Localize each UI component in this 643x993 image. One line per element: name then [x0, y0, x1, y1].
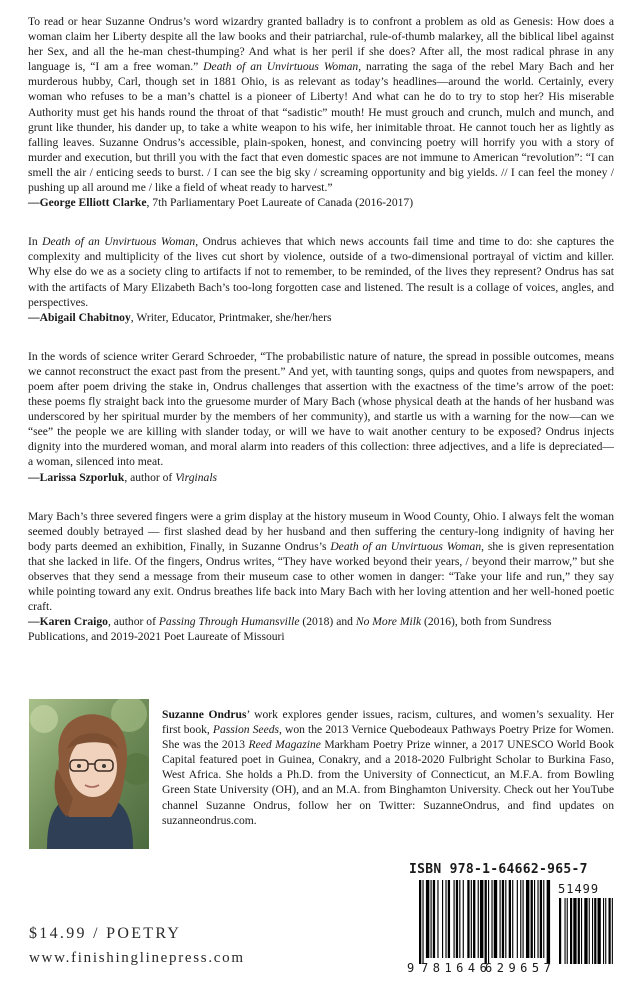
barcode-supplement-bar: [609, 898, 611, 964]
isbn-supplement: 51499: [558, 882, 600, 896]
isbn-barcode-block: [405, 862, 619, 978]
italic-title: Virginals: [175, 470, 218, 484]
blurb-text: [28, 349, 614, 470]
barcode-bar: [512, 880, 513, 958]
barcode-bar: [509, 880, 511, 958]
italic-title: Passing Through Humansville: [158, 615, 300, 629]
barcode-bar: [517, 880, 518, 958]
barcode-bar: [437, 880, 438, 958]
barcode-supplement-bar: [612, 898, 613, 964]
text-run: , she is given representation that she lacked in life. Of the fingers, Ondrus writes, “They have worked beyond their years, / beyond their marrow,” but she observes that they send a message from their museum case to other women in danger: “Take your life and run,” they say while pointing toward any exit. Ondrus breathes life back into Mary Bach with her loving attention and her well-honed poetic craft.: [28, 539, 614, 614]
barcode-bar: [494, 880, 497, 958]
attribution-name: —Karen Craigo: [28, 615, 108, 629]
barcode-bar: [502, 880, 504, 958]
text-run: , author of: [107, 615, 159, 629]
barcode-bar: [480, 880, 483, 958]
blurb-craigo: [28, 509, 614, 645]
endorsements: [28, 14, 614, 668]
barcode-bar: [491, 880, 492, 958]
barcode-bar: [433, 880, 435, 958]
attribution-detail: [131, 311, 332, 324]
blurb-attribution: [28, 195, 614, 210]
barcode-bar: [534, 880, 535, 958]
barcode-bar: [422, 880, 423, 964]
italic-title: Passion Seeds: [212, 723, 280, 737]
barcode-bar: [448, 880, 450, 958]
text-run: , narrating the saga of the rebel Mary Bach and her murderous hubby, Carl, though set in 1881 Ohio, is as relevant as today’s headlines—around the world. Certainly, every woman who refuses to be a man’s chattel is a pioneer of Liberty! And what can he do to try to stop her? His miserable Authority must get his hands round the throat of that “sadistic” mouth! He must grouch and crunch, mulch and munch, and grunt like thunder, his dander up, to take a white weapon to his wife, her inimitable throat. He cannot touch her as lightly as falling leaves. Suzanne Ondrus’s accessible, plain-spoken, honest, and convincing poetry will horrify you with a story of murder and execution, but thrill you with the fact that even domestic spaces are not immune to American “revolution”: “I can smell the air / enticing seeds to burst. / I can see the big sky / screaming opportunity and big yields. // I can feel the money / pushing up all around me / like a field of wheat ready to harvest.”: [28, 60, 614, 195]
text-run: , Writer, Educator, Printmaker, she/her/hers: [130, 310, 332, 324]
blurb-attribution: [28, 310, 614, 325]
author-portrait-image: [29, 699, 149, 849]
barcode-supplement-bar: [567, 898, 568, 964]
barcode-supplement-bar: [573, 898, 576, 964]
barcode-bar: [488, 880, 489, 964]
barcode-supplement-bar: [581, 898, 582, 964]
barcode-bar: [485, 880, 487, 964]
italic-title: No More Milk: [355, 615, 422, 629]
text-run: (2018) and: [299, 615, 356, 629]
blurb-text: [28, 509, 614, 615]
attribution-detail: [147, 196, 414, 209]
attribution-name: —Abigail Chabitnoy: [28, 310, 131, 324]
barcode-bar: [478, 880, 479, 958]
text-run: , author of: [124, 470, 176, 484]
barcode-bar: [454, 880, 455, 958]
blurb-attribution: [28, 470, 614, 485]
isbn-digit-group1: 781646: [421, 961, 492, 975]
isbn-label: ISBN 978-1-64662-965-7: [409, 862, 588, 877]
price-category: $14.99 / POETRY: [29, 925, 182, 942]
text-run: , 7th Parliamentary Poet Laureate of Canada (2016-2017): [146, 196, 414, 210]
barcode-bar: [431, 880, 432, 958]
barcode-bar: [537, 880, 538, 958]
blurb-chabitnoy: [28, 234, 614, 325]
barcode-bar: [547, 880, 550, 964]
barcode-bar: [456, 880, 458, 958]
text-run: ’ work explores gender issues, racism, cultures, and women’s sexuality. Her first book,: [162, 708, 614, 737]
text-run: , Ondrus achieves that which news accounts fail time and time to do: she captures the complexity and multiplicity of the lives cut short by violence, outside of a two-dimensional portrayal of victim and killer. Why else do we as a society cling to artifacts if not to remember, to be reminded, of the lives they represent? Ondrus has sat with the artifacts of Mary Elizabeth Bach’s too-long forgotten case and listened. The result is a collage of voices, angles, and perspectives.: [28, 235, 614, 309]
publisher-website: www.finishinglinepress.com: [29, 950, 245, 966]
barcode-supplement-bar: [594, 898, 596, 964]
text-run: (2016), both from Sundress Publications, and 2019-2021 Poet Laureate of Missouri: [28, 615, 552, 644]
barcode-bar: [500, 880, 501, 958]
barcode-bar: [543, 880, 544, 958]
barcode-bar: [426, 880, 429, 958]
barcode-bar: [445, 880, 446, 958]
italic-title: Reed Magazine: [248, 738, 321, 752]
author-photo: [29, 699, 149, 849]
italic-title: Death of an Unvirtuous Woman: [203, 60, 359, 74]
blurb-clarke: [28, 14, 614, 210]
text-run: , won the 2013 Vernice Quebodeaux Pathways Poetry Prize for Women. She was the 2013: [162, 723, 615, 752]
isbn-digit-group2: 629657: [485, 961, 556, 975]
italic-title: Death of an Unvirtuous Woman: [330, 539, 482, 553]
barcode-bar: [459, 880, 460, 958]
barcode-supplement-bar: [589, 898, 590, 964]
isbn-digit-first: 9: [407, 961, 415, 975]
barcode-bar: [471, 880, 472, 958]
blurb-szporluk: [28, 349, 614, 485]
attribution-name: —George Elliott Clarke: [28, 196, 147, 210]
barcode-bar: [526, 880, 529, 958]
barcode-bar: [531, 880, 533, 958]
barcode-bar: [442, 880, 443, 958]
barcode-supplement-bar: [598, 898, 601, 964]
barcode-bar: [419, 880, 421, 964]
bold-name: Suzanne Ondrus: [162, 708, 247, 721]
text-run: Markham Poetry Prize winner, a 2017 UNESCO World Book Capital featured poet in Guinea, Conakry, and a 2018-2020 Fulbright Scholar to Burkina Faso, West Africa. She holds a Ph.D. from the University of Connecticut, an M.F.A. from Bowling Green State University (OH), and an M.A. from Binghamton University. Check out her YouTube channel Suzanne Ondrus, follow her on Twitter: SuzanneOndrus, and find updates on suzanneondrus.com.: [162, 738, 614, 827]
barcode-supplement-bar: [565, 898, 566, 964]
author-bio: [162, 707, 614, 828]
barcode-supplement-bar: [605, 898, 606, 964]
text-run: In the words of science writer Gerard Schroeder, “The probabilistic nature of nature, the spread in possible outcomes, means we cannot reconstruct the exact past from the present.” And yet, with taunting songs, quips and quotes from newspapers, and poem after poem driving the stake in, Ondrus challenges that assertion with the exactness of the time’s arrow of the poet: these poems fly straight back into the gruesome murder of Mary Bach (whose physical death at the hands of her husband was underscored by her spiritual murder by the members of her community), and startle us with a warning for the now—can we “see” the people we are killing with slander today, or will we have to wait another century to be exposed? Ondrus injects dignity into the murdered woman, and moral alarm into readers of this collection: three adjectives, and a life is depreciated—a woman, silenced into meat.: [28, 349, 614, 469]
blurb-text: [28, 234, 614, 309]
blurb-text: [28, 14, 614, 195]
barcode-bar: [520, 880, 521, 958]
barcode-supplement-bar: [592, 898, 593, 964]
barcode-bar: [540, 880, 542, 958]
attribution-detail: [124, 471, 217, 484]
text-run: To read or hear Suzanne Ondrus’s word wizardry granted balladry is to confront a problem as old as Genesis: How does a woman claim her Liberty despite all the law books and their patriarchal, rule-of-thumb malarkey, all the biblical libel against her Sex, and all the he-man chest-thumping? And what is her peril if she does? After all, the most radical phrase in any language is, “I am a free woman.”: [28, 15, 614, 74]
text-run: Mary Bach’s three severed fingers were a grim display at the history museum in Wood County, Ohio. I always felt the woman seemed doubly betrayed — first slashed dead by her husband and then suffering the century-long indignity of having her body parts deemed an exhibition, Finally, in Suzanne Ondrus’s: [28, 509, 614, 553]
barcode-supplement-bar: [584, 898, 587, 964]
barcode-bar: [463, 880, 464, 958]
blurb-attribution: [28, 614, 614, 644]
barcode-bar: [467, 880, 469, 958]
attribution-name: —Larissa Szporluk: [28, 470, 125, 484]
barcode-supplement-bar: [570, 898, 572, 964]
barcode-supplement-bar: [559, 898, 561, 964]
text-run: In: [28, 235, 43, 249]
barcode-supplement-bar: [603, 898, 604, 964]
barcode-bar: [523, 880, 524, 958]
italic-title: Death of an Unvirtuous Woman: [42, 235, 196, 249]
bio-text: [162, 707, 614, 828]
barcode-supplement-bar: [578, 898, 580, 964]
barcode-bar: [473, 880, 475, 958]
barcode-bar: [505, 880, 506, 958]
